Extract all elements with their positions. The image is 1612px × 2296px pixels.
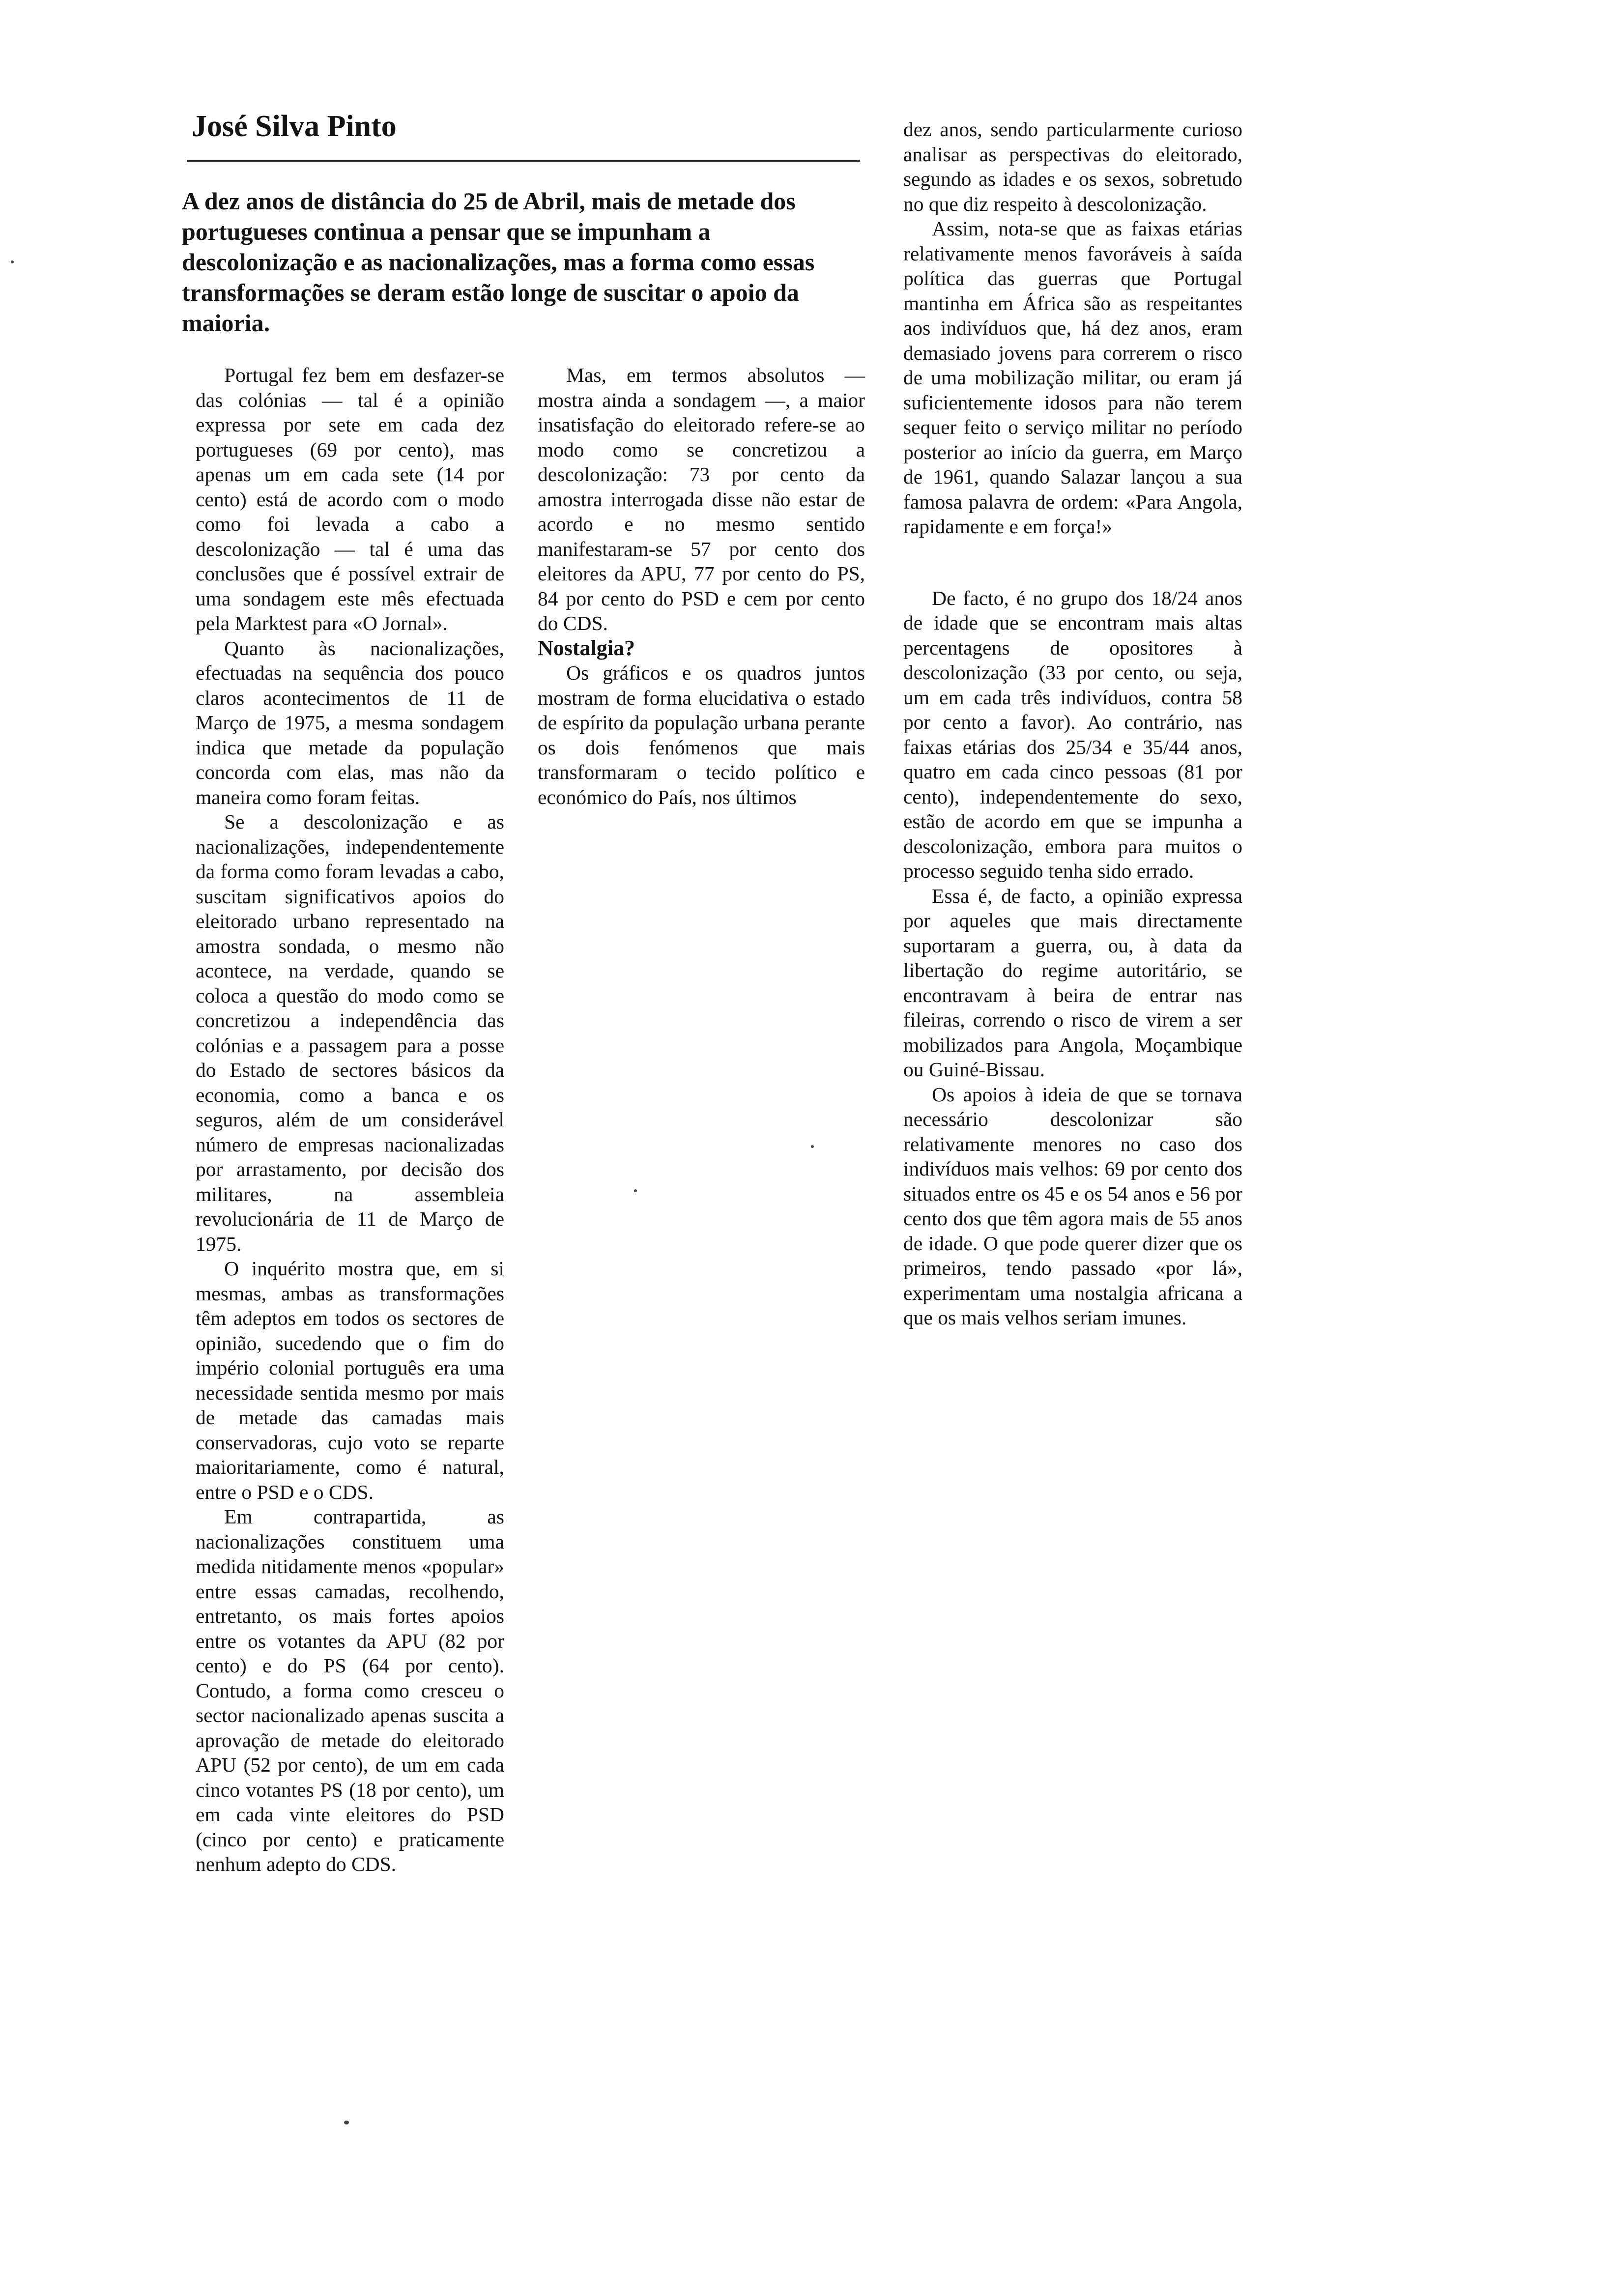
paragraph: De facto, é no grupo dos 18/24 anos de idade que se encontram mais altas percentagens de opositores à descolonização (33 por cento, ou seja, um em cada três indivíduos, contra 58 por cento a favor). Ao contrário, nas faixas etárias dos 25/34 e 35/44 anos, quatro em cada cinco pessoas (81 por cento), independentemente do sexo, estão de acordo em que se impunha a descolonização, embora para muitos o processo seguido tenha sido errado.: [903, 586, 1242, 882]
article-lead: A dez anos de distância do 25 de Abril, mais de metade dos portugueses continua a pensar que se impunham a descolonização e as nacionalizações, mas a forma como essas transformações se deram estão longe de suscitar o apoio da maioria.: [182, 187, 815, 337]
text-column-1: [196, 363, 504, 1877]
scan-speck: [344, 2121, 349, 2124]
text-column-3: [903, 117, 1242, 1330]
paragraph: Mas, em termos absolutos — mostra ainda a sondagem —, a maior insatisfação do eleitorado refere-se ao modo como se concretizou a descolonização: 73 por cento da amostra interrogada disse não estar de acordo e no mesmo sentido manifestaram-se 57 por cento dos eleitores da APU, 77 por cento do PS, 84 por cento do PSD e cem por cento do CDS.: [538, 364, 865, 634]
scan-speck: [11, 260, 14, 263]
byline-rule: [187, 160, 860, 162]
author-byline: José Silva Pinto: [192, 110, 397, 143]
text-column-2: [538, 363, 865, 809]
paragraph: Se a descolonização e as nacionalizações, independentemente da forma como foram levadas a cabo, suscitam significativos apoios do eleitorado urbano representado na amostra sondada, o mesmo não acontece, na verdade, quando se coloca a questão do modo como se concretizou a independência das colónias e a passagem para a posse do Estado de sectores básicos da economia, como a banca e os seguros, além de um considerável número de empresas nacionalizadas por arrastamento, por decisão dos militares, na assembleia revolucionária de 11 de Março de 1975.: [196, 810, 504, 1255]
paragraph: Quanto às nacionalizações, efectuadas na sequência dos pouco claros acontecimentos de 11 de Março de 1975, a mesma sondagem indica que metade da população concorda com elas, mas não da maneira como foram feitas.: [196, 636, 504, 808]
paragraph: Essa é, de facto, a opinião expressa por aqueles que mais directamente suportaram a guerra, ou, à data da libertação do regime autoritário, se encontravam à beira de entrar nas fileiras, correndo o risco de virem a ser mobilizados para Angola, Moçambique ou Guiné-Bissau.: [903, 884, 1242, 1081]
scan-speck: [634, 1189, 637, 1192]
paragraph: dez anos, sendo particularmente curioso analisar as perspectivas do eleitorado, segundo as idades e os sexos, sobretudo no que diz respeito à descolonização.: [903, 118, 1242, 215]
paragraph: Assim, nota-se que as faixas etárias relativamente menos favoráveis à saída política das guerras que Portugal mantinha em África são as respeitantes aos indivíduos que, há dez anos, eram demasiado jovens para correrem o risco de uma mobilização militar, ou eram já suficientemente idosos para não terem sequer feito o serviço militar no período posterior ao início da guerra, em Março de 1961, quando Salazar lançou a sua famosa palavra de ordem: «Para Angola, rapidamente e em força!»: [903, 217, 1242, 538]
scan-speck: [811, 1145, 814, 1148]
paragraph: Portugal fez bem em desfazer-se das colónias — tal é a opinião expressa por sete em cada dez portugueses (69 por cento), mas apenas um em cada sete (14 por cento) está de acordo com o modo como foi levada a cabo a descolonização — tal é uma das conclusões que é possível extrair de uma sondagem este mês efectuada pela Marktest para «O Jornal».: [196, 364, 504, 634]
paragraph: Os apoios à ideia de que se tornava necessário descolonizar são relativamente menores no caso dos indivíduos mais velhos: 69 por cento dos situados entre os 45 e os 54 anos e 56 por cento dos que têm agora mais de 55 anos de idade. O que pode querer dizer que os primeiros, tendo passado «por lá», experimentam uma nostalgia africana a que os mais velhos seriam imunes.: [903, 1083, 1242, 1329]
paragraph: Em contrapartida, as nacionalizações constituem uma medida nitidamente menos «popular» entre essas camadas, recolhendo, entretanto, os mais fortes apoios entre os votantes da APU (82 por cento) e do PS (64 por cento). Contudo, a forma como cresceu o sector nacionalizado apenas suscita a aprovação de metade do eleitorado APU (52 por cento), de um em cada cinco votantes PS (18 por cento), um em cada vinte eleitores do PSD (cinco por cento) e praticamente nenhum adepto do CDS.: [196, 1505, 504, 1875]
section-subhead: Nostalgia?: [538, 635, 635, 660]
paragraph: Os gráficos e os quadros juntos mostram de forma elucidativa o estado de espírito da população urbana perante os dois fenómenos que mais transformaram o tecido político e económico do País, nos últimos: [538, 661, 865, 808]
paragraph: O inquérito mostra que, em si mesmas, ambas as transformações têm adeptos em todos os sectores de opinião, sucedendo que o fim do império colonial português era uma necessidade sentida mesmo por mais de metade das camadas mais conservadoras, cujo voto se reparte maioritariamente, como é natural, entre o PSD e o CDS.: [196, 1257, 504, 1503]
